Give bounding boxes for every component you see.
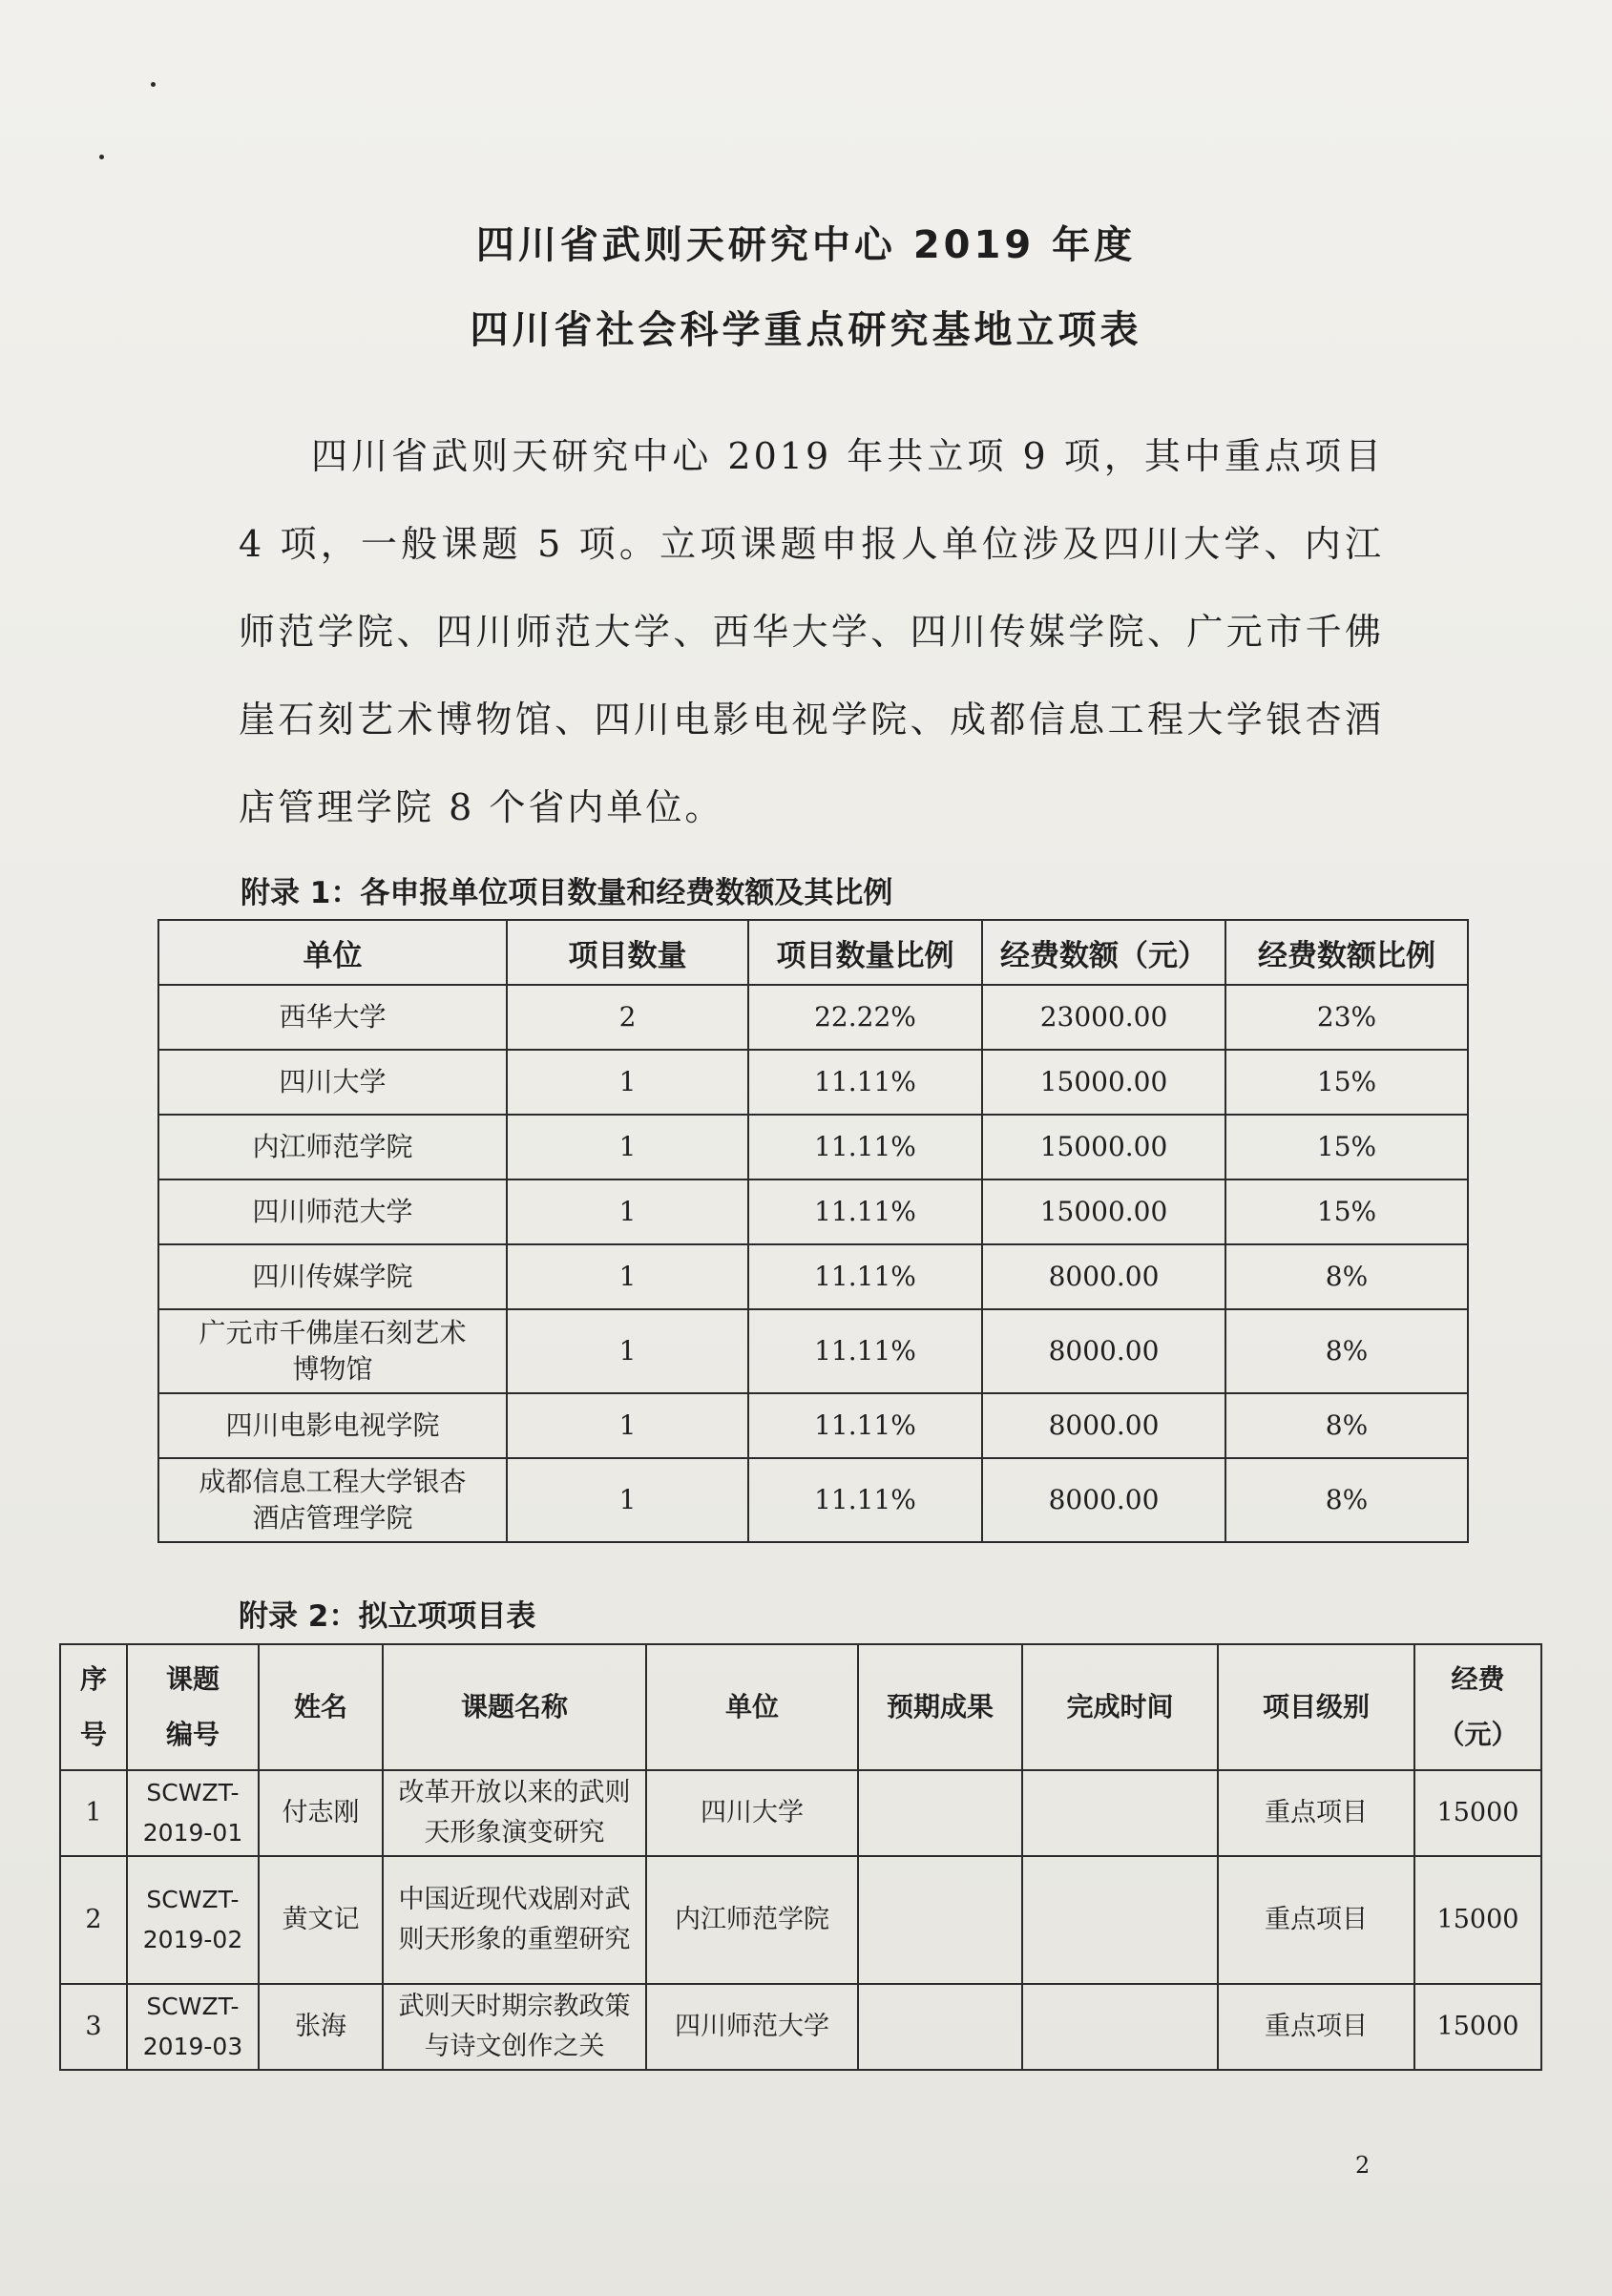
cell-outcome	[858, 1770, 1022, 1856]
cell-amount: 15000.00	[982, 1115, 1225, 1179]
header-unit: 单位	[158, 920, 507, 985]
header-outcome: 预期成果	[858, 1644, 1022, 1770]
cell-count: 2	[507, 985, 748, 1050]
cell-time	[1022, 1856, 1218, 1984]
title-line-2: 四川省社会科学重点研究基地立项表	[470, 308, 1142, 352]
header-seq: 序号	[60, 1644, 127, 1770]
cell-fund: 15000	[1414, 1984, 1541, 2070]
header-topic: 课题名称	[383, 1644, 646, 1770]
cell-amount: 15000.00	[982, 1050, 1225, 1115]
appendix1-caption: 附录 1：各申报单位项目数量和经费数额及其比例	[241, 876, 893, 910]
cell-unit: 广元市千佛崖石刻艺术博物馆	[158, 1309, 507, 1393]
table-row	[158, 1179, 1468, 1244]
cell-code: SCWZT-2019-01	[127, 1770, 259, 1856]
cell-count: 1	[507, 1115, 748, 1179]
cell-amount-ratio: 8%	[1225, 1393, 1468, 1458]
page-number: 2	[1355, 2152, 1371, 2179]
cell-unit: 四川传媒学院	[158, 1244, 507, 1309]
header-unit: 单位	[646, 1644, 858, 1770]
cell-count-ratio: 11.11%	[748, 1115, 982, 1179]
table-row	[158, 1458, 1468, 1542]
header-amount: 经费数额（元）	[982, 920, 1225, 985]
cell-unit: 四川电影电视学院	[158, 1393, 507, 1458]
cell-code: SCWZT-2019-03	[127, 1984, 259, 2070]
table-header-row	[60, 1644, 1541, 1770]
cell-seq: 1	[60, 1770, 127, 1856]
cell-outcome	[858, 1856, 1022, 1984]
cell-name: 张海	[259, 1984, 383, 2070]
cell-unit: 西华大学	[158, 985, 507, 1050]
cell-unit: 四川大学	[158, 1050, 507, 1115]
cell-count-ratio: 11.11%	[748, 1458, 982, 1542]
cell-seq: 3	[60, 1984, 127, 2070]
cell-amount: 15000.00	[982, 1179, 1225, 1244]
cell-name: 付志刚	[259, 1770, 383, 1856]
header-code: 课题编号	[127, 1644, 259, 1770]
cell-code: SCWZT-2019-02	[127, 1856, 259, 1984]
cell-amount: 8000.00	[982, 1309, 1225, 1393]
table-row	[60, 1856, 1541, 1984]
speck-mark	[99, 155, 104, 159]
table-row	[158, 1115, 1468, 1179]
cell-level: 重点项目	[1218, 1984, 1414, 2070]
cell-count: 1	[507, 1179, 748, 1244]
cell-count-ratio: 11.11%	[748, 1309, 982, 1393]
cell-amount-ratio: 23%	[1225, 985, 1468, 1050]
cell-amount-ratio: 8%	[1225, 1309, 1468, 1393]
cell-fund: 15000	[1414, 1770, 1541, 1856]
cell-amount-ratio: 15%	[1225, 1050, 1468, 1115]
cell-unit: 四川师范大学	[646, 1984, 858, 2070]
cell-count: 1	[507, 1244, 748, 1309]
table-row	[60, 1770, 1541, 1856]
header-amount-ratio: 经费数额比例	[1225, 920, 1468, 985]
table-row	[158, 1393, 1468, 1458]
appendix2-caption: 附录 2：拟立项项目表	[239, 1599, 536, 1634]
cell-seq: 2	[60, 1856, 127, 1984]
cell-amount: 8000.00	[982, 1458, 1225, 1542]
cell-level: 重点项目	[1218, 1770, 1414, 1856]
intro-paragraph	[239, 412, 1384, 851]
cell-name: 黄文记	[259, 1856, 383, 1984]
cell-count-ratio: 22.22%	[748, 985, 982, 1050]
cell-count: 1	[507, 1050, 748, 1115]
cell-unit: 四川大学	[646, 1770, 858, 1856]
cell-unit: 四川师范大学	[158, 1179, 507, 1244]
speck-mark	[151, 82, 156, 87]
cell-count: 1	[507, 1393, 748, 1458]
cell-unit: 内江师范学院	[646, 1856, 858, 1984]
appendix2-table	[59, 1643, 1542, 2071]
table-header-row	[158, 920, 1468, 985]
header-count-ratio: 项目数量比例	[748, 920, 982, 985]
appendix1-table	[157, 919, 1469, 1543]
cell-unit: 成都信息工程大学银杏酒店管理学院	[158, 1458, 507, 1542]
table-row	[158, 1050, 1468, 1115]
cell-count-ratio: 11.11%	[748, 1179, 982, 1244]
cell-unit: 内江师范学院	[158, 1115, 507, 1179]
intro-text: 四川省武则天研究中心 2019 年共立项 9 项，其中重点项目 4 项，一般课题 5 项。立项课题申报人单位涉及四川大学、内江师范学院、四川师范大学、西华大学、四川传媒学院、广元市千佛崖石刻艺术博物馆、四川电影电视学院、成都信息工程大学银杏酒店管理学院 8 个省内单位。	[239, 435, 1384, 828]
cell-amount: 8000.00	[982, 1244, 1225, 1309]
cell-topic: 武则天时期宗教政策与诗文创作之关	[383, 1984, 646, 2070]
cell-amount-ratio: 15%	[1225, 1179, 1468, 1244]
cell-count: 1	[507, 1309, 748, 1393]
cell-time	[1022, 1984, 1218, 2070]
cell-count-ratio: 11.11%	[748, 1050, 982, 1115]
cell-amount-ratio: 15%	[1225, 1115, 1468, 1179]
cell-amount-ratio: 8%	[1225, 1458, 1468, 1542]
cell-count-ratio: 11.11%	[748, 1393, 982, 1458]
cell-time	[1022, 1770, 1218, 1856]
header-level: 项目级别	[1218, 1644, 1414, 1770]
header-name: 姓名	[259, 1644, 383, 1770]
header-fund: 经费（元）	[1414, 1644, 1541, 1770]
cell-level: 重点项目	[1218, 1856, 1414, 1984]
cell-fund: 15000	[1414, 1856, 1541, 1984]
header-count: 项目数量	[507, 920, 748, 985]
cell-topic: 中国近现代戏剧对武则天形象的重塑研究	[383, 1856, 646, 1984]
table-row	[158, 1309, 1468, 1393]
table-row	[60, 1984, 1541, 2070]
cell-outcome	[858, 1984, 1022, 2070]
header-time: 完成时间	[1022, 1644, 1218, 1770]
cell-count: 1	[507, 1458, 748, 1542]
table-row	[158, 985, 1468, 1050]
cell-amount: 8000.00	[982, 1393, 1225, 1458]
cell-amount: 23000.00	[982, 985, 1225, 1050]
table-row	[158, 1244, 1468, 1309]
cell-count-ratio: 11.11%	[748, 1244, 982, 1309]
cell-topic: 改革开放以来的武则天形象演变研究	[383, 1770, 646, 1856]
cell-amount-ratio: 8%	[1225, 1244, 1468, 1309]
title-line-1: 四川省武则天研究中心 2019 年度	[475, 223, 1137, 267]
